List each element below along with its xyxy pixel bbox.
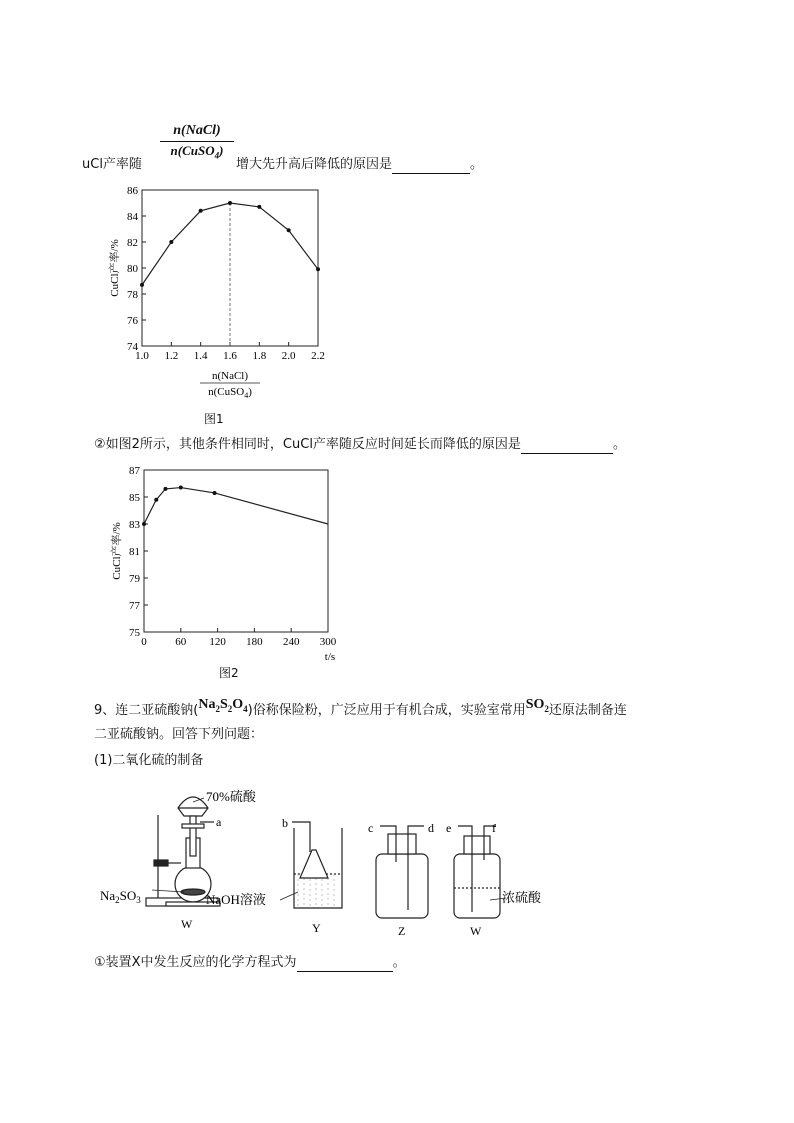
q9-sub1: (1)二氧化硫的制备	[94, 753, 204, 768]
figure-1-caption: 图1	[204, 412, 224, 426]
data-point	[154, 498, 158, 502]
port-e-label: e	[446, 821, 452, 835]
x-tick-label: 120	[209, 636, 226, 648]
y-axis-label: CuCl产率/%	[109, 239, 121, 297]
na2so3-solid	[181, 889, 205, 895]
data-point	[257, 205, 261, 209]
data-point	[316, 267, 320, 271]
naoh-label: NaOH溶液	[206, 892, 266, 907]
fig1-plot-group	[107, 185, 325, 400]
y-tick-label: 77	[129, 600, 140, 612]
port-b-label: b	[282, 816, 288, 830]
apparatus-diagram	[96, 780, 556, 940]
label-w2: W	[470, 924, 482, 938]
data-point	[163, 487, 167, 491]
port-c-label: c	[368, 821, 374, 835]
label-w1: W	[181, 917, 193, 931]
x-tick-label: 1.2	[164, 350, 179, 362]
data-point	[179, 486, 183, 490]
figure-1-chart	[96, 180, 336, 410]
q8-line1-suffix-text: 增大先升高后降低的原因是	[236, 157, 393, 172]
x-tick-label: 1.6	[223, 350, 237, 362]
bottle-w-neck	[464, 836, 490, 854]
q8-line1-prefix: uCl产率随	[82, 157, 142, 172]
y-tick-label: 76	[127, 315, 138, 327]
y-tick-label: 78	[127, 289, 138, 301]
q9-line1-b: )俗称保险粉，广泛应用于有机合成，实验室常用	[247, 703, 526, 718]
ratio-fraction	[160, 122, 234, 164]
x-tick-label: 2.2	[311, 350, 325, 362]
figure-2-chart	[96, 460, 356, 670]
fig2-plot-group	[109, 465, 337, 663]
q8-line2-end: 。	[612, 437, 626, 452]
x-tick-label: 60	[175, 636, 187, 648]
stand-clamp	[154, 860, 168, 866]
stopcock	[182, 824, 204, 828]
y-tick-label: 79	[129, 573, 140, 585]
y-tick-label: 86	[127, 185, 138, 197]
fraction-denominator: n(CuSO$_4$)	[170, 143, 224, 161]
beaker-apparatus	[292, 822, 342, 908]
q9-line1-a: 9、连二亚硫酸钠(	[94, 703, 199, 718]
x-tick-label: 2.0	[281, 350, 296, 362]
x-axis-label-numerator: n(NaCl)	[211, 370, 249, 382]
plot-frame	[144, 470, 328, 632]
y-tick-label: 75	[129, 627, 140, 639]
port-f-label: f	[492, 821, 496, 835]
answer-blank-2[interactable]	[521, 438, 613, 454]
y-tick-label: 80	[127, 263, 138, 275]
q9-formula: $Na_2S_2O_4$	[198, 697, 248, 714]
bottle-z-neck	[388, 834, 416, 854]
bottle-z	[376, 826, 428, 918]
answer-blank-3[interactable]	[297, 956, 393, 972]
q9-line1	[94, 697, 627, 724]
x-tick-label: 0	[141, 636, 147, 648]
y-axis-label: CuCl产率/%	[111, 522, 123, 580]
x-tick-label: 240	[282, 636, 300, 648]
q8-line1-suffix	[236, 156, 483, 174]
data-point	[213, 491, 217, 495]
y-tick-label: 87	[129, 465, 140, 477]
series-line	[144, 488, 328, 524]
bottle-w	[454, 826, 500, 918]
q8-line1-end: 。	[470, 157, 484, 172]
data-point	[142, 522, 146, 526]
funnel-stem	[190, 816, 196, 856]
fraction-numerator: n(NaCl)	[173, 123, 221, 138]
q9-so2: $SO_2$	[525, 697, 549, 714]
data-point	[140, 283, 144, 287]
acid-label: 70%硫酸	[206, 789, 256, 804]
y-tick-label: 83	[129, 519, 140, 531]
y-tick-label: 82	[127, 237, 138, 249]
data-point	[199, 209, 203, 213]
y-tick-label: 81	[129, 546, 140, 558]
na2so3-label: $Na_2SO_3$	[100, 888, 141, 905]
x-tick-label: 1.4	[193, 350, 208, 362]
generator-apparatus	[146, 797, 220, 906]
x-tick-label: 1.8	[252, 350, 267, 362]
data-point	[287, 228, 291, 232]
bottle-z-body	[376, 854, 428, 918]
conc-acid-label: 浓硫酸	[502, 890, 542, 905]
x-axis-label-denominator: n(CuSO$_4$)	[208, 386, 252, 400]
q9-question-1-text: ①装置X中发生反应的化学方程式为	[94, 955, 297, 970]
separatory-funnel	[178, 797, 208, 816]
bottle-w-body	[454, 854, 500, 918]
q9-question-1-end: 。	[392, 955, 406, 970]
port-a-label: a	[216, 815, 222, 829]
label-y: Y	[312, 921, 321, 935]
q9-line2: 二亚硫酸钠。回答下列问题：	[94, 727, 264, 742]
answer-blank-1[interactable]	[392, 158, 470, 174]
q9-question-1	[94, 954, 406, 972]
data-point	[228, 201, 232, 205]
port-d-label: d	[428, 821, 434, 835]
fraction-bar	[160, 141, 234, 142]
label-z: Z	[398, 924, 406, 938]
x-axis-label: t/s	[324, 651, 336, 663]
q8-line2-text: ②如图2所示，其他条件相同时，CuCl产率随反应时间延长而降低的原因是	[94, 437, 521, 452]
data-point	[169, 240, 173, 244]
figure-2-caption: 图2	[219, 666, 239, 680]
y-tick-label: 84	[127, 211, 138, 223]
y-tick-label: 85	[129, 492, 140, 504]
x-tick-label: 300	[319, 636, 337, 648]
x-tick-label: 180	[246, 636, 263, 648]
q9-line1-c: 还原法制备连	[548, 703, 627, 718]
x-tick-label: 1.0	[135, 350, 149, 362]
y-tick-label: 74	[127, 341, 138, 353]
q8-line2	[94, 436, 626, 454]
